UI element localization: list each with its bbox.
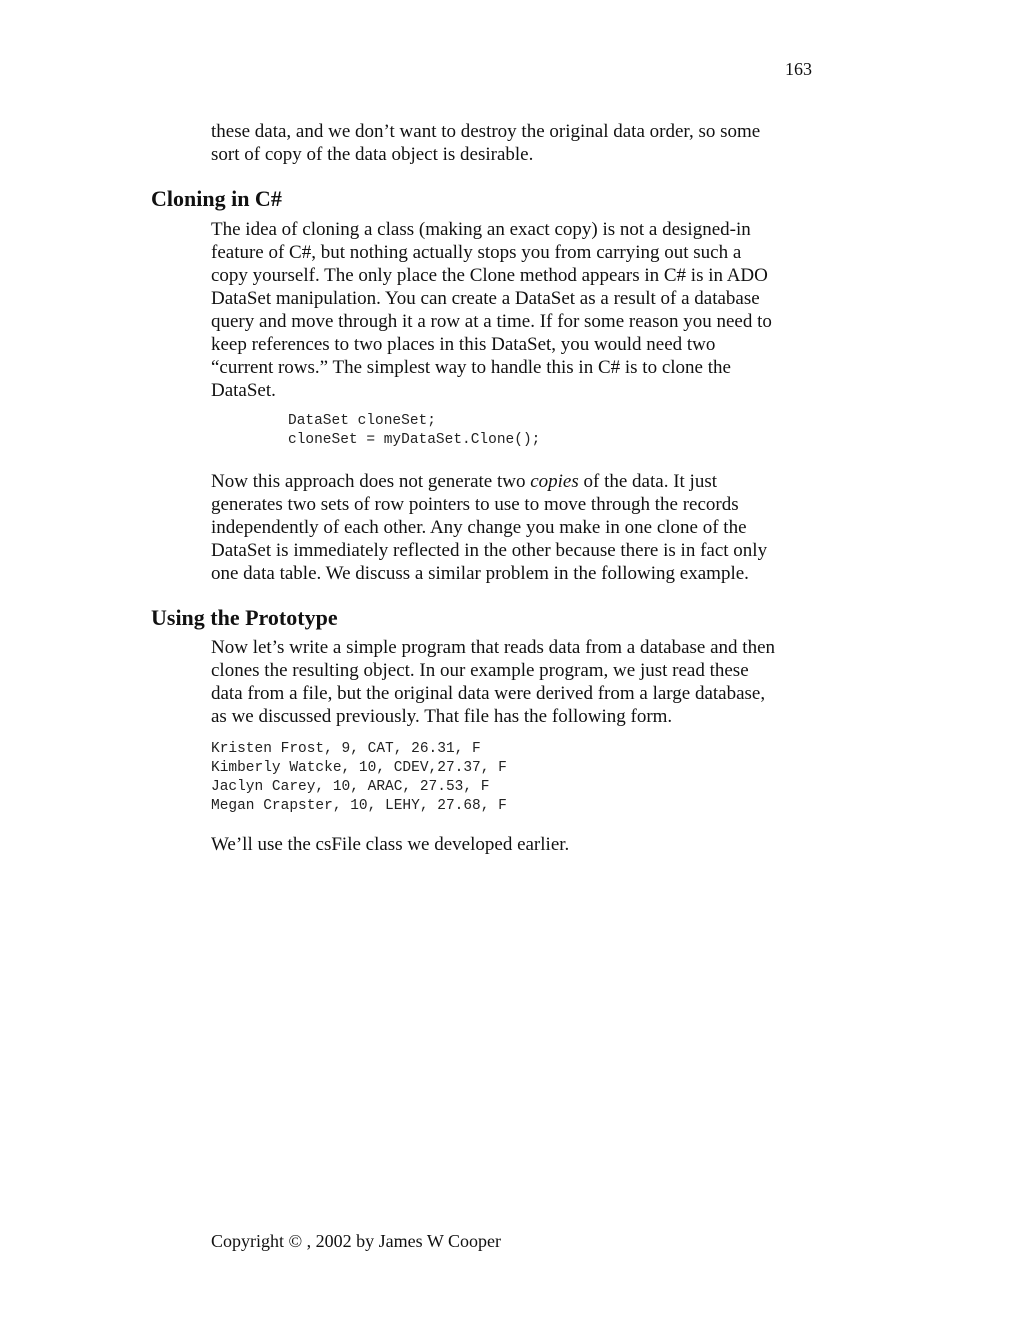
code-line: Megan Crapster, 10, LEHY, 27.68, F [211,798,507,814]
code-block-data-file [211,740,507,816]
cloning-paragraph [211,218,811,402]
text-line: data from a file, but the original data were derived from a large database, [211,683,766,704]
page-number: 163 [785,59,812,79]
prototype-paragraph [211,636,811,728]
text-line: generates two sets of row pointers to use to move through the records [211,494,739,515]
text-line: DataSet is immediately reflected in the other because there is in fact only [211,540,768,561]
text-line: We’ll use the csFile class we developed earlier. [211,834,570,855]
closing-paragraph [211,833,811,856]
code-block-clone [288,412,540,450]
section-heading-prototype: Using the Prototype [151,605,338,630]
text-line: The idea of cloning a class (making an exact copy) is not a designed-in [211,219,751,240]
code-line: Kimberly Watcke, 10, CDEV,27.37, F [211,760,507,776]
text-line: feature of C#, but nothing actually stops you from carrying out such a [211,242,742,263]
text-line: query and move through it a row at a time. If for some reason you need to [211,311,772,332]
intro-paragraph [211,120,811,166]
text-line: DataSet. [211,380,276,401]
text-fragment: Now this approach does not generate two [211,471,531,492]
emphasis-text: copies [530,471,579,492]
text-line: clones the resulting object. In our example program, we just read these [211,660,749,681]
code-line: Kristen Frost, 9, CAT, 26.31, F [211,741,481,757]
section-heading-cloning: Cloning in C# [151,186,282,211]
text-line: independently of each other. Any change you make in one clone of the [211,517,747,538]
text-line: as we discussed previously. That file has the following form. [211,706,673,727]
text-line: Now let’s write a simple program that reads data from a database and then [211,637,775,658]
code-line: DataSet cloneSet; [288,413,436,429]
copyright-footer: Copyright © , 2002 by James W Cooper [211,1231,501,1251]
text-line: “current rows.” The simplest way to handle this in C# is to clone the [211,357,731,378]
code-line: cloneSet = myDataSet.Clone(); [288,432,541,448]
text-line: these data, and we don’t want to destroy the original data order, so some [211,121,761,142]
text-line: one data table. We discuss a similar problem in the following example. [211,563,749,584]
text-line: sort of copy of the data object is desirable. [211,144,534,165]
text-fragment: of the data. It just [578,471,718,492]
cloning-followup-paragraph [211,470,811,585]
text-line: keep references to two places in this DataSet, you would need two [211,334,716,355]
text-line: copy yourself. The only place the Clone method appears in C# is in ADO [211,265,768,286]
text-line [211,470,811,493]
code-line: Jaclyn Carey, 10, ARAC, 27.53, F [211,779,490,795]
text-line: DataSet manipulation. You can create a DataSet as a result of a database [211,288,760,309]
